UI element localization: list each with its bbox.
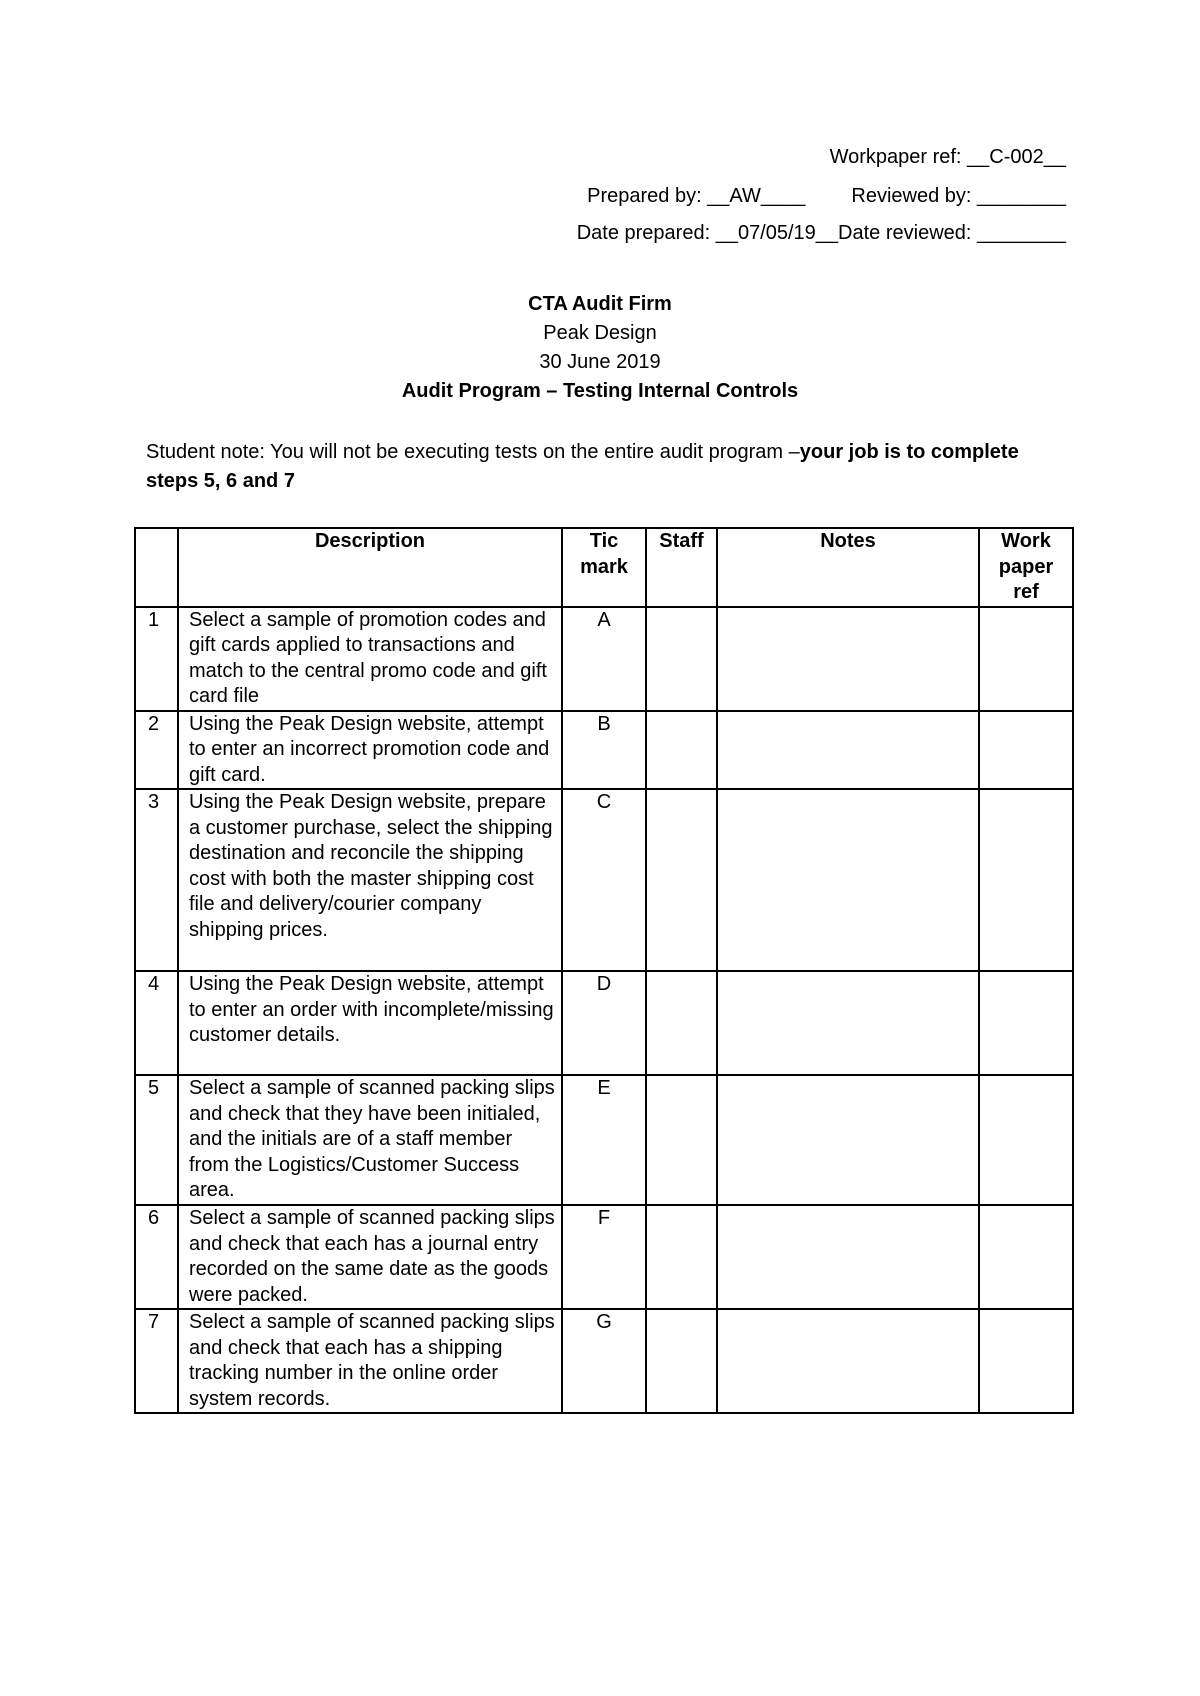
table-row (135, 1205, 1073, 1309)
column-header-work-paper-ref: Work paper ref (979, 528, 1073, 607)
step-description: Using the Peak Design website, prepare a customer purchase, select the shipping destination and reconcile the shipping cost with both the master shipping cost file and delivery/courier company shipping prices. (178, 789, 562, 971)
client-name: Peak Design (543, 322, 657, 344)
tic-mark: B (562, 711, 646, 790)
step-number: 1 (135, 607, 178, 711)
work-paper-ref-cell[interactable] (979, 711, 1073, 790)
table-row (135, 711, 1073, 790)
staff-cell[interactable] (646, 1205, 717, 1309)
notes-cell[interactable] (717, 1075, 979, 1205)
work-paper-ref-cell[interactable] (979, 1205, 1073, 1309)
table-row (135, 607, 1073, 711)
notes-cell[interactable] (717, 971, 979, 1075)
staff-cell[interactable] (646, 607, 717, 711)
table-row (135, 789, 1073, 971)
student-note (146, 438, 1046, 496)
step-number: 4 (135, 971, 178, 1075)
tic-mark: C (562, 789, 646, 971)
column-header-staff: Staff (646, 528, 717, 607)
work-paper-ref-cell[interactable] (979, 971, 1073, 1075)
column-header-notes: Notes (717, 528, 979, 607)
table-row (135, 1075, 1073, 1205)
audit-program-table (134, 527, 1074, 1414)
student-note-text: Student note: You will not be executing tests on the entire audit program – (146, 441, 800, 463)
notes-cell[interactable] (717, 1309, 979, 1413)
step-description: Select a sample of scanned packing slips and check that they have been initialed, and the initials are of a staff member from the Logistics/Customer Success area. (178, 1075, 562, 1205)
staff-cell[interactable] (646, 971, 717, 1075)
preparer-line (587, 185, 1066, 208)
step-description: Using the Peak Design website, attempt to enter an incorrect promotion code and gift card. (178, 711, 562, 790)
table-row (135, 971, 1073, 1075)
step-number: 7 (135, 1309, 178, 1413)
table-header-row (135, 528, 1073, 607)
period-date: 30 June 2019 (539, 351, 661, 373)
work-paper-ref-cell[interactable] (979, 607, 1073, 711)
step-description: Using the Peak Design website, attempt to enter an order with incomplete/missing customer details. (178, 971, 562, 1075)
step-number: 2 (135, 711, 178, 790)
tic-mark: G (562, 1309, 646, 1413)
step-number: 5 (135, 1075, 178, 1205)
column-header-number (135, 528, 178, 607)
prepared-by: Prepared by: __AW____ (587, 185, 806, 207)
workpaper-ref: Workpaper ref: __C-002__ (829, 146, 1066, 168)
step-number: 6 (135, 1205, 178, 1309)
notes-cell[interactable] (717, 607, 979, 711)
work-paper-ref-cell[interactable] (979, 1075, 1073, 1205)
tic-mark: F (562, 1205, 646, 1309)
tic-mark: D (562, 971, 646, 1075)
firm-name: CTA Audit Firm (528, 293, 672, 315)
table-row (135, 1309, 1073, 1413)
notes-cell[interactable] (717, 1205, 979, 1309)
column-header-tic-mark: Tic mark (562, 528, 646, 607)
notes-cell[interactable] (717, 711, 979, 790)
date-prepared: Date prepared: __07/05/19__ (576, 222, 839, 244)
tic-mark: A (562, 607, 646, 711)
work-paper-ref-cell[interactable] (979, 789, 1073, 971)
date-line (577, 222, 1066, 245)
staff-cell[interactable] (646, 711, 717, 790)
step-description: Select a sample of scanned packing slips and check that each has a journal entry recorded on the same date as the goods were packed. (178, 1205, 562, 1309)
notes-cell[interactable] (717, 789, 979, 971)
work-paper-ref-cell[interactable] (979, 1309, 1073, 1413)
step-number: 3 (135, 789, 178, 971)
staff-cell[interactable] (646, 1309, 717, 1413)
program-title: Audit Program – Testing Internal Controls (401, 380, 799, 402)
column-header-description: Description (178, 528, 562, 607)
step-description: Select a sample of promotion codes and gift cards applied to transactions and match to the central promo code and gift card file (178, 607, 562, 711)
student-note-emphasis: your job is to complete steps 5, 6 and 7 (146, 441, 1019, 492)
tic-mark: E (562, 1075, 646, 1205)
reviewed-by: Reviewed by: ________ (851, 185, 1066, 207)
staff-cell[interactable] (646, 1075, 717, 1205)
date-reviewed: Date reviewed: ________ (838, 222, 1066, 244)
staff-cell[interactable] (646, 789, 717, 971)
step-description: Select a sample of scanned packing slips and check that each has a shipping tracking number in the online order system records. (178, 1309, 562, 1413)
title-block (0, 290, 1200, 406)
